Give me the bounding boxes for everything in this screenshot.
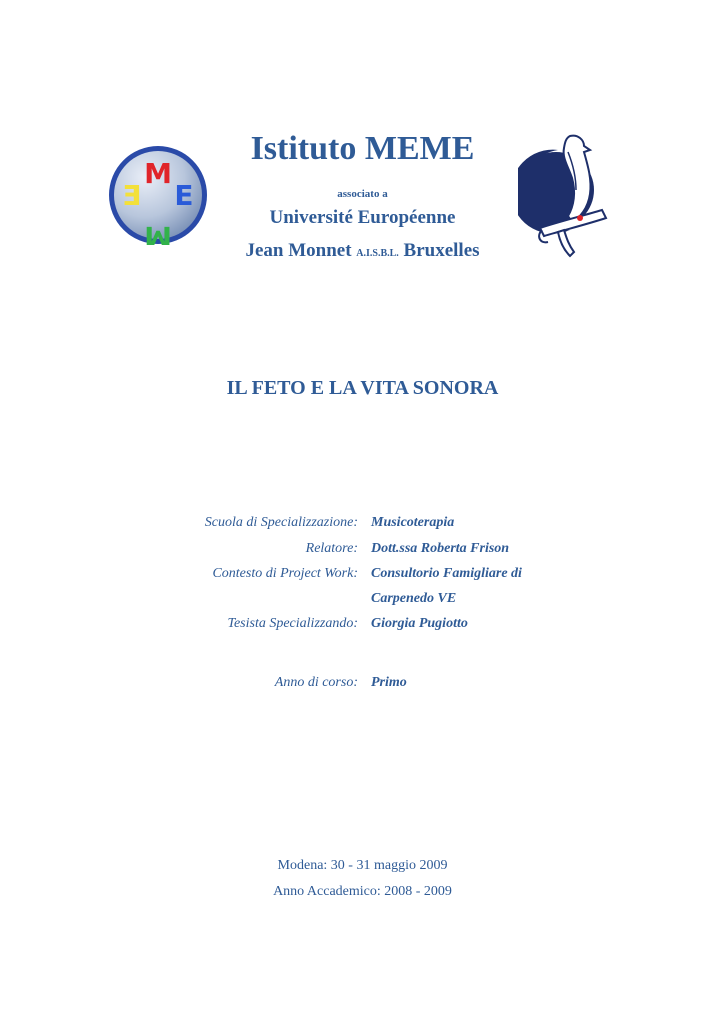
- page-title: Istituto MEME: [250, 130, 475, 167]
- city-prefix: Jean Monnet: [245, 240, 352, 261]
- footer-date: Modena: 30 - 31 maggio 2009: [277, 858, 448, 873]
- context-value-line2: Carpenedo VE: [371, 591, 457, 606]
- school-label: Scuola di Specializzazione:: [204, 515, 358, 530]
- student-label: Tesista Specializzando:: [227, 616, 358, 631]
- city-suffix: Bruxelles: [403, 240, 480, 261]
- city-abbrev: A.I.S.B.L.: [356, 248, 399, 259]
- university-location: [0, 239, 725, 266]
- logo-letter-m-top: M: [144, 157, 172, 190]
- footer-academic-year: Anno Accademico: 2008 - 2009: [273, 884, 452, 899]
- logo-letter-m-bottom: M: [144, 220, 172, 245]
- advisor-label: Relatore:: [305, 541, 358, 556]
- student-value: Giorgia Pugiotto: [371, 616, 468, 631]
- logo-letter-e-right: E: [174, 179, 194, 212]
- advisor-value: Dott.ssa Roberta Frison: [371, 541, 510, 556]
- year-value: Primo: [371, 675, 407, 690]
- context-value-line1: Consultorio Famigliare di: [371, 566, 522, 581]
- logo-letter-e-left: E: [122, 179, 142, 212]
- school-value: Musicoterapia: [371, 515, 455, 530]
- document-title: IL FETO E LA VITA SONORA: [226, 377, 499, 399]
- year-label: Anno di corso:: [274, 675, 358, 690]
- associated-label: associato a: [337, 188, 388, 200]
- university-name: Université Européenne: [269, 207, 456, 228]
- context-label: Contesto di Project Work:: [212, 566, 358, 581]
